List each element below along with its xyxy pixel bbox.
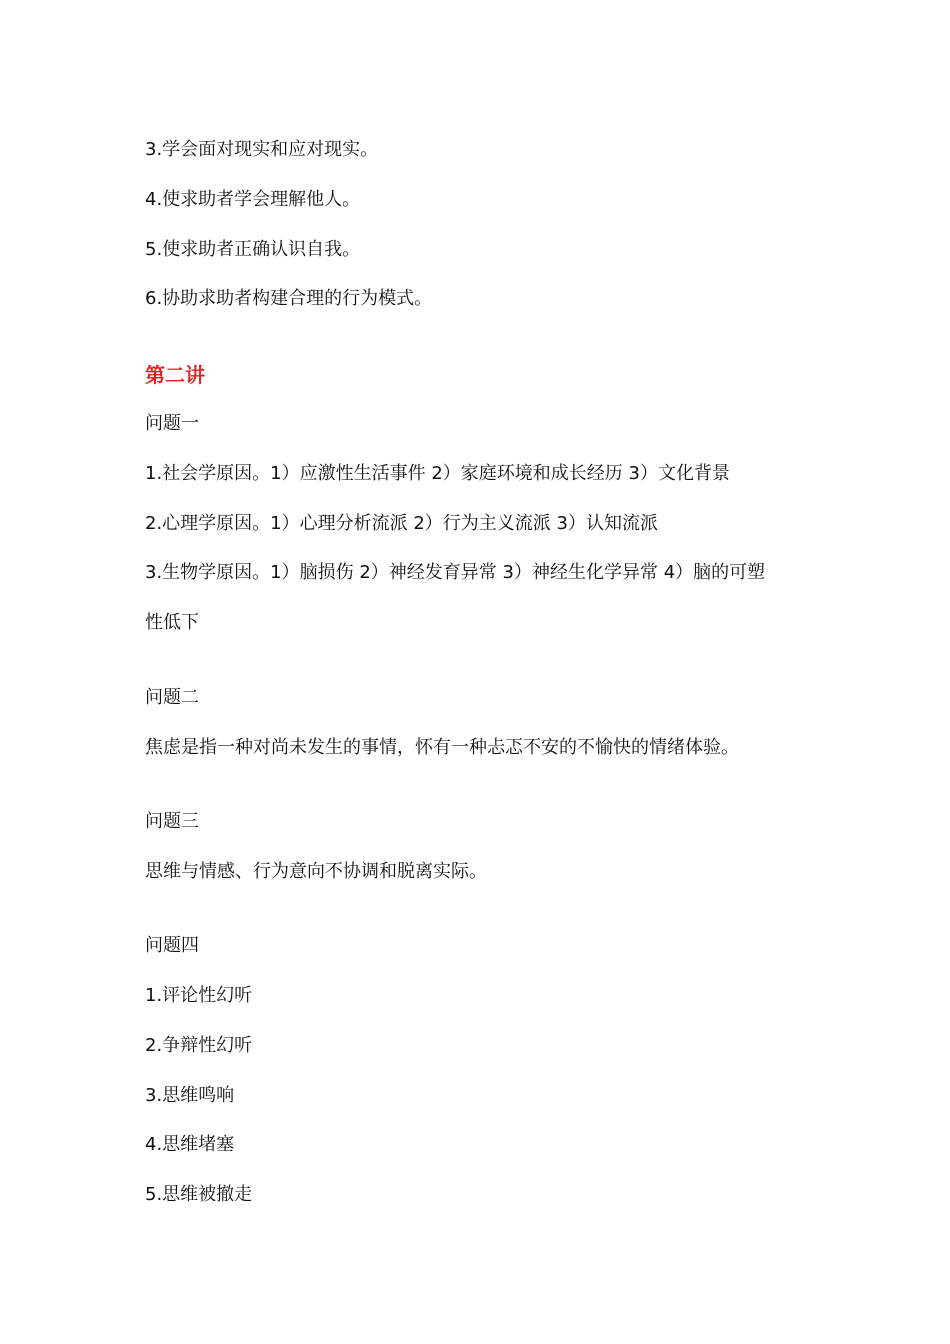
question-1-title: 问题一: [145, 413, 199, 434]
question-4-item: 2.争辩性幻听: [145, 1035, 253, 1056]
section-title: 第二讲: [145, 363, 205, 387]
intro-item: 6.协助求助者构建合理的行为模式。: [145, 288, 433, 309]
question-2-answer: 焦虑是指一种对尚未发生的事情，怀有一种忐忑不安的不愉快的情绪体验。: [145, 737, 739, 758]
question-4-item: 4.思维堵塞: [145, 1134, 235, 1155]
question-1-item: 性低下: [145, 612, 199, 633]
question-3-title: 问题三: [145, 811, 199, 832]
question-4-item: 1.评论性幻听: [145, 985, 253, 1006]
question-4-item: 5.思维被撤走: [145, 1184, 253, 1205]
question-1-item: 2.心理学原因。1）心理分析流派 2）行为主义流派 3）认知流派: [145, 513, 658, 534]
question-1-item: 1.社会学原因。1）应激性生活事件 2）家庭环境和成长经历 3）文化背景: [145, 463, 730, 484]
question-3-answer: 思维与情感、行为意向不协调和脱离实际。: [145, 861, 487, 882]
question-1-item: 3.生物学原因。1）脑损伤 2）神经发育异常 3）神经生化学异常 4）脑的可塑: [145, 562, 766, 583]
question-4-item: 3.思维鸣响: [145, 1085, 235, 1106]
question-4-title: 问题四: [145, 935, 199, 956]
intro-item: 5.使求助者正确认识自我。: [145, 239, 361, 260]
intro-item: 4.使求助者学会理解他人。: [145, 189, 361, 210]
question-2-title: 问题二: [145, 687, 199, 708]
intro-item: 3.学会面对现实和应对现实。: [145, 139, 379, 160]
